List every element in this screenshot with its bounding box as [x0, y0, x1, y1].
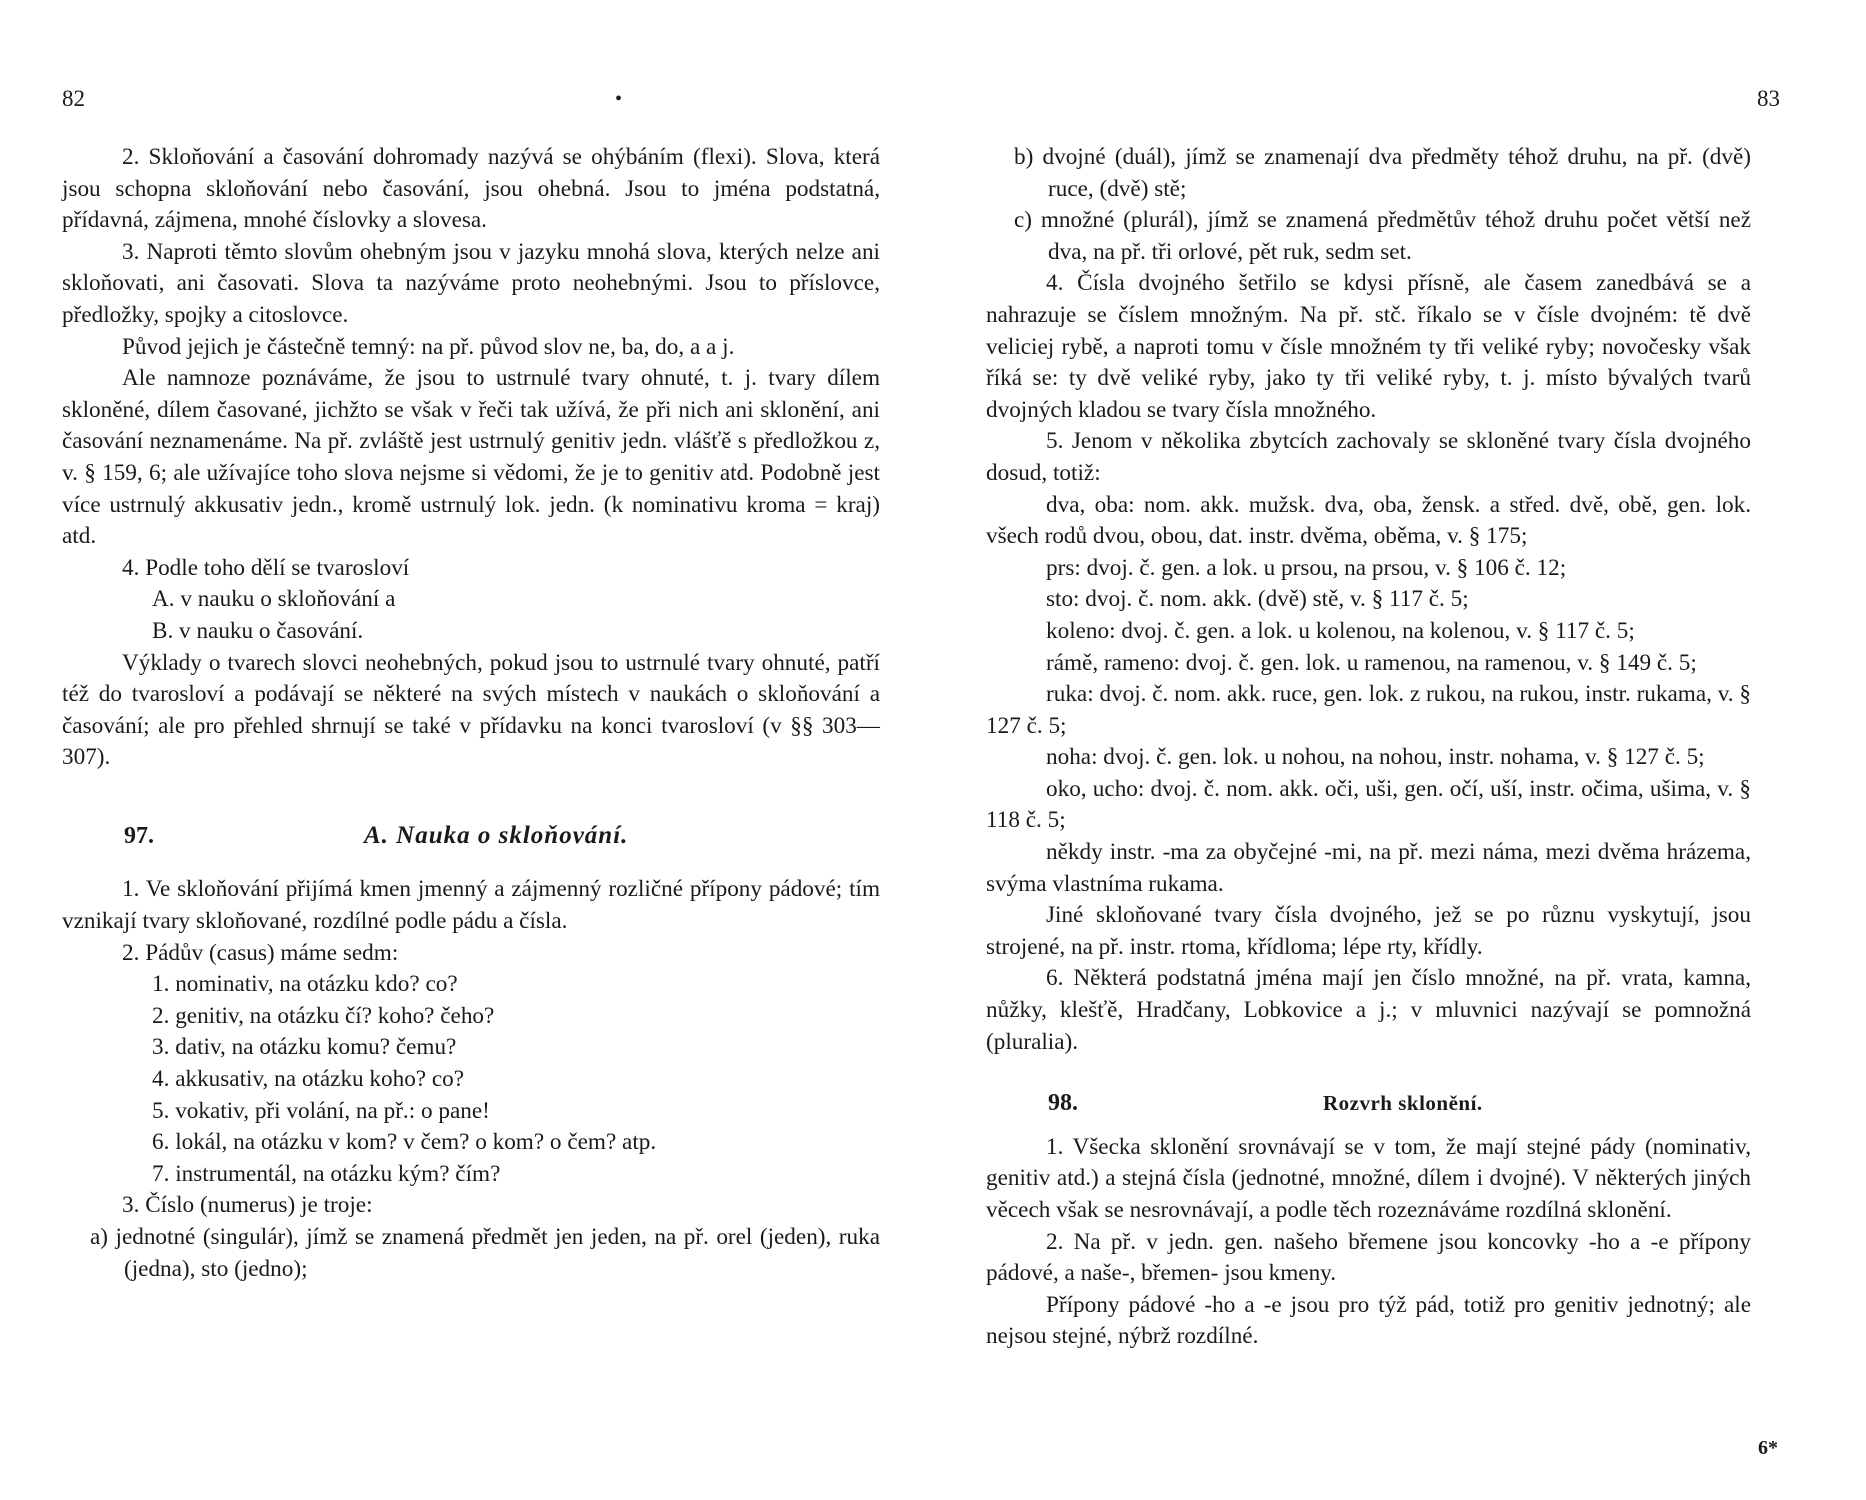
section-title: Rozvrh sklonění.: [1323, 1091, 1483, 1116]
case-item: 4. akkusativ, na otázku koho? co?: [152, 1066, 465, 1093]
paragraph: 2. Na př. v jedn. gen. našeho břemene jsou koncovky -ho a -e přípony pádové, a naše-, břemen- jsou kmeny.: [986, 1228, 1751, 1287]
section-title: A. Nauka o skloňování.: [364, 821, 629, 849]
paragraph: 3. Číslo (numerus) je troje:: [122, 1192, 373, 1219]
dual-form-item: koleno: dvoj. č. gen. a lok. u kolenou, na kolenou, v. § 117 č. 5;: [1046, 617, 1635, 644]
paragraph: Přípony pádové -ho a -e jsou pro týž pád, totiž pro genitiv jednotný; ale nejsou stejné, nýbrž rozdílné.: [986, 1291, 1751, 1350]
signature-mark: 6*: [1758, 1437, 1778, 1459]
paragraph: 2. Pádův (casus) máme sedm:: [122, 939, 399, 966]
list-item: B. v nauku o časování.: [152, 617, 364, 644]
dual-form-item: někdy instr. -ma za obyčejné -mi, na př. mezi náma, mezi dvěma hrázema, svýma vlastníma rukama.: [986, 839, 1751, 897]
paragraph: Výklady o tvarech slovci neohebných, pokud jsou to ustrnulé tvary ohnuté, patří též do tvarosloví a podávají se některé na svých místech v naukách o skloňování a časování; ale pro přehled shrnují se také v přídavku na konci tvarosloví (v §§ 303—307).: [62, 649, 880, 771]
dual-form-item: ruka: dvoj. č. nom. akk. ruce, gen. lok. z rukou, na rukou, instr. rukama, v. § 127 č. 5;: [986, 681, 1751, 739]
page-number-right: 83: [1757, 86, 1780, 111]
section-heading: [986, 1088, 1751, 1120]
section-number: 98.: [1048, 1090, 1078, 1117]
paragraph: c) množné (plurál), jímž se znamená předmětův téhož druhu počet větší než dva, na př. tři orlové, pět ruk, sedm set.: [1014, 207, 1751, 265]
case-item: 7. instrumentál, na otázku kým? čím?: [152, 1160, 501, 1187]
dual-form-item: prs: dvoj. č. gen. a lok. u prsou, na prsou, v. § 106 č. 12;: [1046, 554, 1567, 581]
dual-form-item: noha: dvoj. č. gen. lok. u nohou, na nohou, instr. nohama, v. § 127 č. 5;: [1046, 744, 1705, 771]
case-item: 3. dativ, na otázku komu? čemu?: [152, 1034, 457, 1061]
paragraph: Jiné skloňované tvary čísla dvojného, jež se po různu vyskytují, jsou strojené, na př. instr. rtoma, křídloma; lépe rty, křídly.: [986, 902, 1751, 960]
left-column: [62, 142, 880, 1285]
right-column: [986, 142, 1751, 1353]
section-heading: [62, 820, 880, 853]
right-page: [933, 0, 1866, 1500]
list-item: A. v nauku o skloňování a: [152, 586, 396, 613]
dual-form-item: oko, ucho: dvoj. č. nom. akk. oči, uši, gen. očí, uší, instr. očima, ušima, v. § 118 č. 5;: [986, 775, 1751, 834]
paragraph: Ale namnoze poznáváme, že jsou to ustrnulé tvary ohnuté, t. j. tvary dílem skloněné, dílem časované, jichžto se však v řeči tak užívá, že při nich ani sklonění, ani časování neznamenáme. Na př. zvláště jest ustrnulý genitiv jedn. vlášťě s předložkou z, v. § 159, 6; ale užívajíce toho slova nejsme si vědomi, že je to genitiv atd. Podobně jest více ustrnulý akkusativ jedn., kromě ustrnulý lok. jedn. (k nominativu kroma = kraj) atd.: [62, 365, 880, 550]
page-number-left: 82: [62, 86, 85, 111]
section-number: 97.: [124, 822, 154, 849]
case-item: 2. genitiv, na otázku čí? koho? čeho?: [152, 1002, 495, 1029]
case-item: 6. lokál, na otázku v kom? v čem? o kom? o čem? atp.: [152, 1129, 657, 1156]
paragraph: b) dvojné (duál), jímž se znamenají dva předměty téhož druhu, na př. (dvě) ruce, (dvě) stě;: [1014, 144, 1751, 202]
case-item: 5. vokativ, při volání, na př.: o pane!: [152, 1097, 490, 1124]
paragraph: 5. Jenom v několika zbytcích zachovaly se skloněné tvary čísla dvojného dosud, totiž:: [986, 428, 1751, 486]
paragraph: 2. Skloňování a časování dohromady nazývá se ohýbáním (flexi). Slova, která jsou schopna skloňování nebo časování, jsou ohebná. Jsou to jména podstatná, přídavná, zájmena, mnohé číslovky a slovesa.: [62, 144, 880, 234]
page-mark: •: [615, 88, 623, 110]
paragraph: 1. Všecka sklonění srovnávají se v tom, že mají stejné pády (nominativ, genitiv atd.) a stejná čísla (jednotné, množné, dílem i dvojné). V některých jiných věcech však se nesrovnávají, a podle těch rozeznáváme rozdílná sklonění.: [986, 1133, 1751, 1223]
dual-form-item: rámě, rameno: dvoj. č. gen. lok. u ramenou, na ramenou, v. § 149 č. 5;: [1046, 649, 1697, 676]
paragraph: 4. Podle toho dělí se tvarosloví: [122, 554, 410, 581]
paragraph: Původ jejich je částečně temný: na př. původ slov ne, ba, do, a a j.: [122, 333, 735, 360]
paragraph: 4. Čísla dvojného šetřilo se kdysi přísně, ale časem zanedbává se a nahrazuje se číslem množným. Na př. stč. říkalo se v čísle dvojném: tě dvě veliciej rybě, a naproti tomu v čísle množném ty tři veliké ryby; novočesky však říká se: ty dvě veliké ryby, jako ty tři veliké ryby, t. j. místo bývalých tvarů dvojných kladou se tvary čísla množného.: [986, 270, 1751, 423]
case-item: 1. nominativ, na otázku kdo? co?: [152, 971, 458, 998]
dual-form-item: dva, oba: nom. akk. mužsk. dva, oba, žensk. a střed. dvě, obě, gen. lok. všech rodů dvou, obou, dat. instr. dvěma, oběma, v. § 175;: [986, 491, 1751, 550]
paragraph: a) jednotné (singulár), jímž se znamená předmět jen jeden, na př. orel (jeden), ruka (jedna), sto (jedno);: [90, 1224, 880, 1282]
paragraph: 3. Naproti těmto slovům ohebným jsou v jazyku mnohá slova, kterých nelze ani skloňovati, ani časovati. Slova ta nazýváme proto neohebnými. Jsou to příslovce, předložky, spojky a citoslovce.: [62, 238, 880, 328]
paragraph: 1. Ve skloňování přijímá kmen jmenný a zájmenný rozličné přípony pádové; tím vznikají tvary skloňované, rozdílné podle pádu a čísla.: [62, 876, 880, 935]
paragraph: 6. Některá podstatná jména mají jen číslo množné, na př. vrata, kamna, nůžky, klešťě, Hradčany, Lobkovice a j.; v mluvnici nazývají se pomnožná (pluralia).: [986, 965, 1751, 1055]
dual-form-item: sto: dvoj. č. nom. akk. (dvě) stě, v. § 117 č. 5;: [1046, 586, 1469, 613]
